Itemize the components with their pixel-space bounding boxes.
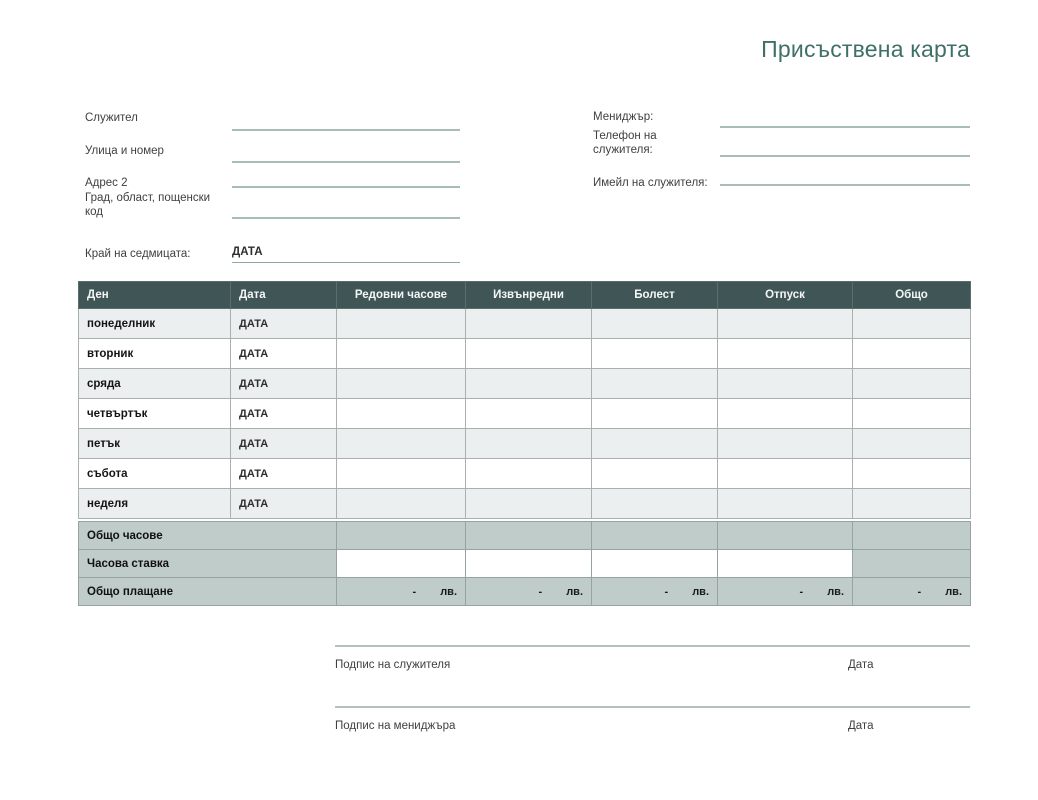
total-cell xyxy=(853,369,971,399)
pay-currency: лв. xyxy=(827,585,844,598)
overtime-cell[interactable] xyxy=(466,429,592,459)
regular-hours-cell[interactable] xyxy=(337,459,466,489)
overtime-cell[interactable] xyxy=(466,369,592,399)
vacation-cell[interactable] xyxy=(718,399,853,429)
overtime-cell[interactable] xyxy=(466,399,592,429)
sick-cell[interactable] xyxy=(592,459,718,489)
vacation-cell[interactable] xyxy=(718,339,853,369)
vacation-cell[interactable] xyxy=(718,489,853,519)
table-row-wednesday xyxy=(79,369,971,399)
date-cell[interactable]: ДАТА xyxy=(231,459,337,489)
day-label: петък xyxy=(79,429,231,459)
hourly-rate-overtime[interactable] xyxy=(466,550,592,578)
pay-currency: лв. xyxy=(440,585,457,598)
street-label: Улица и номер xyxy=(85,145,164,157)
header-regular-hours: Редовни часове xyxy=(337,282,466,309)
table-row-saturday xyxy=(79,459,971,489)
regular-hours-cell[interactable] xyxy=(337,309,466,339)
total-hours-regular xyxy=(337,522,466,550)
overtime-cell[interactable] xyxy=(466,489,592,519)
pay-dash: - xyxy=(412,585,417,598)
pay-dash: - xyxy=(538,585,543,598)
manager-signature-line[interactable] xyxy=(335,706,970,708)
city-field[interactable] xyxy=(232,217,460,219)
day-label: понеделник xyxy=(79,309,231,339)
day-label: неделя xyxy=(79,489,231,519)
header-date: Дата xyxy=(231,282,337,309)
pay-currency: лв. xyxy=(692,585,709,598)
hourly-rate-regular[interactable] xyxy=(337,550,466,578)
regular-hours-cell[interactable] xyxy=(337,339,466,369)
pay-dash: - xyxy=(799,585,804,598)
total-pay-vacation xyxy=(718,578,853,606)
overtime-cell[interactable] xyxy=(466,339,592,369)
page-title: Присъствена карта xyxy=(761,36,970,62)
table-header-row xyxy=(79,282,971,309)
header-sick: Болест xyxy=(592,282,718,309)
date-cell[interactable]: ДАТА xyxy=(231,429,337,459)
total-hours-overtime xyxy=(466,522,592,550)
regular-hours-cell[interactable] xyxy=(337,399,466,429)
hourly-rate-row xyxy=(79,550,971,578)
sick-cell[interactable] xyxy=(592,369,718,399)
date-cell[interactable]: ДАТА xyxy=(231,489,337,519)
hourly-rate-vacation[interactable] xyxy=(718,550,853,578)
header-total: Общо xyxy=(853,282,971,309)
week-ending-label: Край на седмицата: xyxy=(85,248,191,260)
manager-signature-label: Подпис на мениджъра xyxy=(335,720,456,732)
total-hours-vacation xyxy=(718,522,853,550)
regular-hours-cell[interactable] xyxy=(337,489,466,519)
date-cell[interactable]: ДАТА xyxy=(231,309,337,339)
timesheet-table xyxy=(78,281,971,606)
total-pay-sick xyxy=(592,578,718,606)
pay-dash: - xyxy=(917,585,922,598)
vacation-cell[interactable] xyxy=(718,459,853,489)
email-field[interactable] xyxy=(720,184,970,186)
phone-field[interactable] xyxy=(720,155,970,157)
total-cell xyxy=(853,459,971,489)
total-pay-regular xyxy=(337,578,466,606)
header-overtime: Извънредни xyxy=(466,282,592,309)
sick-cell[interactable] xyxy=(592,489,718,519)
total-cell xyxy=(853,309,971,339)
email-label: Имейл на служителя: xyxy=(593,177,708,189)
total-pay-overtime xyxy=(466,578,592,606)
sick-cell[interactable] xyxy=(592,339,718,369)
day-label: сряда xyxy=(79,369,231,399)
total-pay-total xyxy=(853,578,971,606)
total-hours-row xyxy=(79,522,971,550)
total-pay-row xyxy=(79,578,971,606)
address2-label: Адрес 2 xyxy=(85,177,128,189)
street-field[interactable] xyxy=(232,161,460,163)
table-row-monday xyxy=(79,309,971,339)
regular-hours-cell[interactable] xyxy=(337,369,466,399)
total-hours-sick xyxy=(592,522,718,550)
manager-field[interactable] xyxy=(720,126,970,128)
phone-label: Телефон на служителя: xyxy=(593,130,657,156)
table-row-thursday xyxy=(79,399,971,429)
hourly-rate-total xyxy=(853,550,971,578)
pay-dash: - xyxy=(664,585,669,598)
date-cell[interactable]: ДАТА xyxy=(231,369,337,399)
week-ending-date-value[interactable]: ДАТА xyxy=(232,246,263,258)
overtime-cell[interactable] xyxy=(466,309,592,339)
total-cell xyxy=(853,339,971,369)
table-row-tuesday xyxy=(79,339,971,369)
day-label: събота xyxy=(79,459,231,489)
employee-signature-label: Подпис на служителя xyxy=(335,659,451,671)
day-label: вторник xyxy=(79,339,231,369)
header-day: Ден xyxy=(79,282,231,309)
header-vacation: Отпуск xyxy=(718,282,853,309)
total-pay-label: Общо плащане xyxy=(79,578,337,606)
pay-currency: лв. xyxy=(566,585,583,598)
hourly-rate-sick[interactable] xyxy=(592,550,718,578)
pay-currency: лв. xyxy=(945,585,962,598)
manager-signature-date-label: Дата xyxy=(848,720,874,732)
address2-field[interactable] xyxy=(232,186,460,188)
city-label: Град, област, пощенски код xyxy=(85,192,211,218)
total-hours-label: Общо часове xyxy=(79,522,337,550)
sick-cell[interactable] xyxy=(592,309,718,339)
employee-signature-date-label: Дата xyxy=(848,659,874,671)
table-row-friday xyxy=(79,429,971,459)
employee-signature-line[interactable] xyxy=(335,645,970,647)
vacation-cell[interactable] xyxy=(718,369,853,399)
day-label: четвъртък xyxy=(79,399,231,429)
table-row-sunday xyxy=(79,489,971,519)
sick-cell[interactable] xyxy=(592,399,718,429)
overtime-cell[interactable] xyxy=(466,459,592,489)
regular-hours-cell[interactable] xyxy=(337,429,466,459)
manager-label: Мениджър: xyxy=(593,111,654,123)
hourly-rate-label: Часова ставка xyxy=(79,550,337,578)
vacation-cell[interactable] xyxy=(718,429,853,459)
employee-field[interactable] xyxy=(232,129,460,131)
date-cell[interactable]: ДАТА xyxy=(231,399,337,429)
week-ending-field[interactable] xyxy=(232,262,460,263)
sick-cell[interactable] xyxy=(592,429,718,459)
total-hours-total xyxy=(853,522,971,550)
total-cell xyxy=(853,429,971,459)
total-cell xyxy=(853,399,971,429)
total-cell xyxy=(853,489,971,519)
vacation-cell[interactable] xyxy=(718,309,853,339)
employee-label: Служител xyxy=(85,112,138,124)
date-cell[interactable]: ДАТА xyxy=(231,339,337,369)
